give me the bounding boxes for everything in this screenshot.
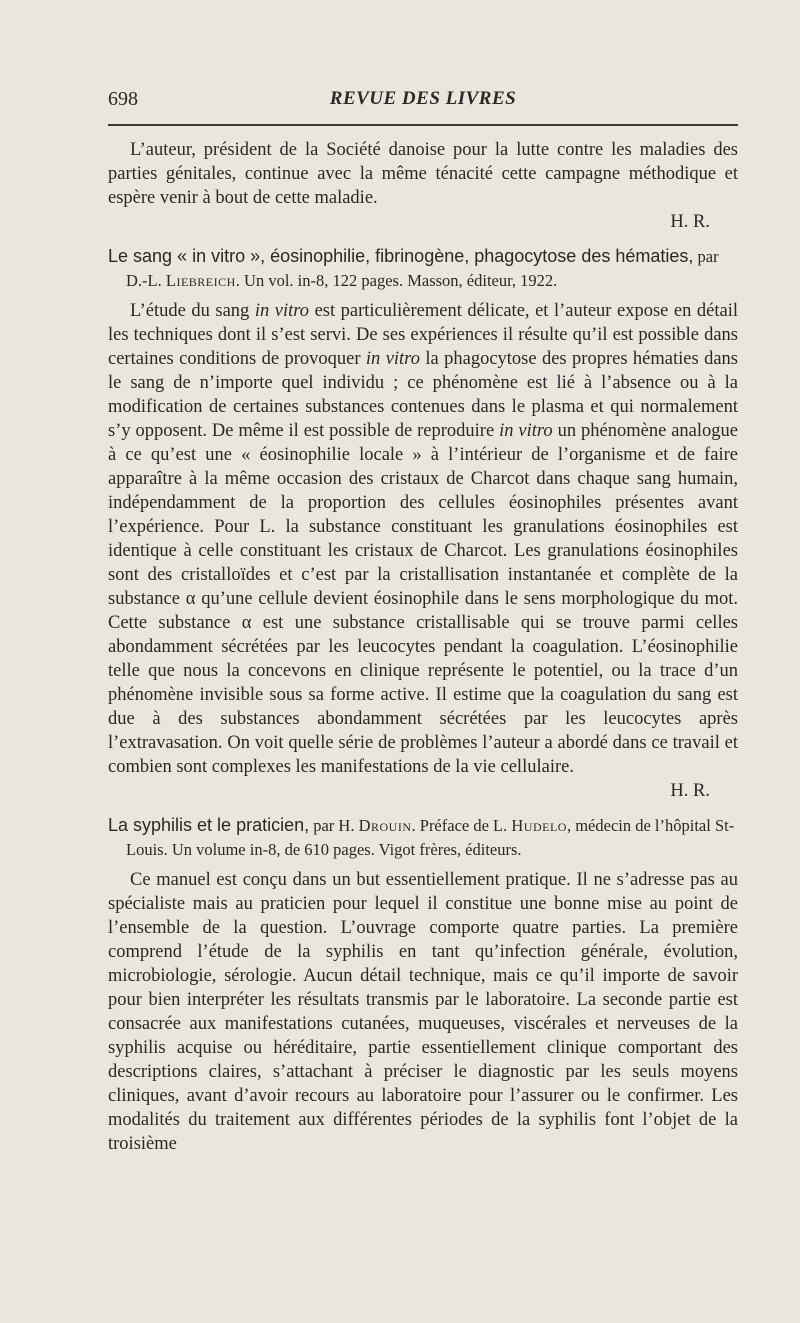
- header-rule: [108, 124, 738, 126]
- review3-heading: [108, 813, 738, 862]
- review3-title: La syphilis et le praticien,: [108, 815, 310, 835]
- review2-by: par D.-L.: [126, 247, 719, 290]
- review2-author: Liebreich: [165, 271, 236, 290]
- page-header: [108, 88, 738, 116]
- review3-author: Drouin: [358, 816, 412, 835]
- review2-signature: H. R.: [670, 781, 710, 801]
- review2-italic-2: in vitro: [365, 349, 420, 369]
- review3-paragraph: Ce manuel est conçu dans un but essentiellement pratique. Il ne s’adresse pas au spécialiste mais au praticien pour lequel il constitue une bonne mise au point de l’ensemble de la question. L’ouvrage comporte quatre parties. La première comprend l’étude de la syphilis en tant qu’infection générale, évolution, microbiologie, sérologie. Aucun détail technique, mais ce qu’il importe de savoir pour bien interpréter les résultats transmis par le laboratoire. La seconde partie est consacrée aux manifestations cutanées, muqueuses, viscérales et nerveuses de la syphilis acquise ou héréditaire, partie essentiellement clinique comportant des descriptions claires, s’attachant à préciser le diagnostic par les seuls moyens cliniques, avant d’avoir recours au laboratoire pour l’assurer ou le confirmer. Les modalités du traitement aux différentes périodes de la syphilis font l’objet de la troisième: [108, 870, 738, 1154]
- review2-title: Le sang « in vitro », éosinophilie, fibrinogène, phagocytose des hématies,: [108, 246, 694, 266]
- review2-paragraph: [108, 299, 738, 779]
- review1-paragraph: L’auteur, président de la Société danoise pour la lutte contre les maladies des parties génitales, continue avec la même ténacité cette campagne méthodique et espère venir à bout de cette maladie.: [108, 140, 738, 208]
- review2-details: . Un vol. in-8, 122 pages. Masson, éditeur, 1922.: [235, 271, 558, 290]
- review1-signature: H. R.: [670, 212, 710, 232]
- review3-by: par H.: [313, 816, 355, 835]
- review2-heading: [108, 244, 738, 293]
- page-content: [108, 138, 738, 1156]
- review3-mid: . Préface de L.: [411, 816, 508, 835]
- review2-text-2: est particulièrement délicate, et l’auteur expose en détail les techniques dont il s’est servi. De ses expériences il résulte qu’il est possible dans certaines conditions de provoquer: [108, 301, 738, 369]
- review2-italic-3: in vitro: [499, 421, 553, 441]
- review2-text-1: L’étude du sang: [130, 301, 255, 321]
- review2-italic-1: in vitro: [254, 301, 310, 321]
- review3-preface-author: Hudelo: [511, 816, 567, 835]
- page-number: 698: [108, 88, 138, 110]
- review2-text-4: un phénomène analogue à ce qu’est une « éosinophilie locale » à l’intérieur de l’organisme et de faire apparaître à la même occasion des cristaux de Charcot dans chaque sang humain, indépendamment de la proportion des cellules éosinophiles présentes avant l’expérience. Pour L. la substance constituant les granulations éosinophiles est identique à celle constituant les cristaux de Charcot. Les granulations éosinophiles sont des cristalloïdes et c’est par la cristallisation instantanée et complète de la substance α qu’une cellule devient éosinophile dans le sens morphologique du mot. Cette substance α est une substance cristallisable qui se trouve parmi celles abondamment sécrétées par les leucocytes pendant la coagulation. L’éosinophilie telle que nous la concevons en clinique représente le potentiel, ou la trace d’un phénomène invisible sous sa forme active. Il estime que la coagulation du sang est due à des substances abondamment sécrétées par les leucocytes après l’extravasation. On voit quelle série de problèmes l’auteur a abordé dans ce travail et combien sont complexes les manifestations de la vie cellulaire.: [108, 421, 738, 777]
- review2-text-3: la phagocytose des propres hématies dans le sang de n’importe quel individu ; ce phénomène est lié à l’absence ou à la modification de certaines substances contenues dans le plasma et qui normalement s’y opposent. De même il est possible de reproduire: [108, 349, 738, 441]
- running-head: REVUE DES LIVRES: [329, 88, 517, 109]
- review3-details: , médecin de l’hôpital St-Louis. Un volume in-8, de 610 pages. Vigot frères, éditeurs.: [126, 816, 735, 859]
